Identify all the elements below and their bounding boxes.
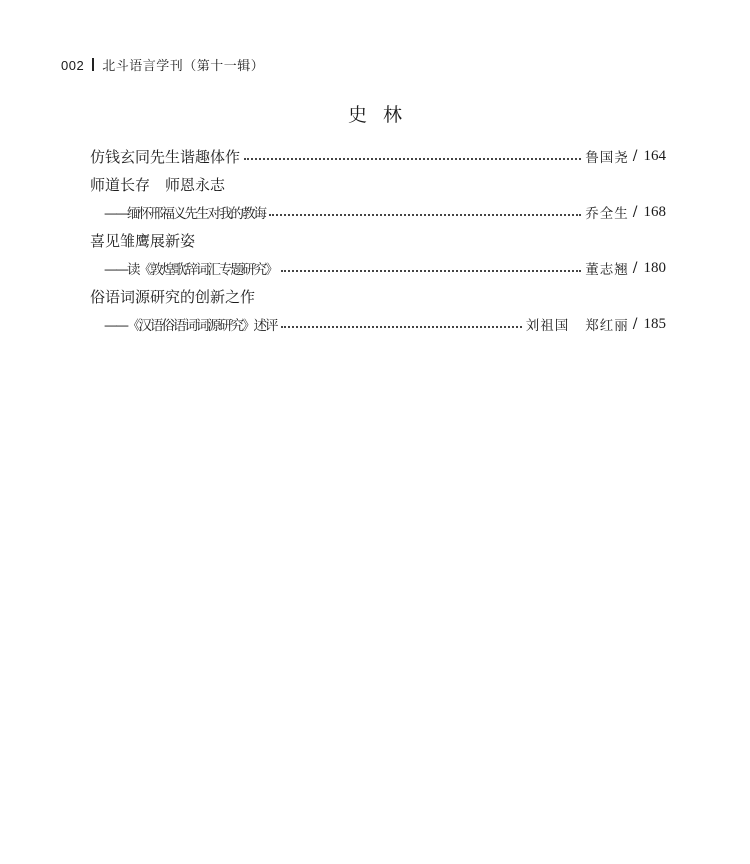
page-separator: / (632, 204, 638, 220)
toc-entry-author: 鲁国尧 (585, 150, 629, 166)
header-divider (92, 58, 94, 71)
dot-leader (281, 325, 522, 328)
toc-entry-subtitle: ——读《敦煌歌辞词汇专题研究》 (104, 262, 277, 278)
toc-entry-page: 185 (643, 315, 666, 332)
toc-entry-author: 郑红丽 (585, 318, 629, 334)
dot-leader (281, 269, 582, 272)
toc-entry-title-row[interactable] (90, 226, 666, 254)
header-journal-title: 北斗语言学刊（第十一辑） (102, 59, 265, 74)
page-separator: / (632, 148, 638, 164)
toc-entry-page: 180 (643, 259, 666, 276)
toc-entry[interactable] (90, 142, 666, 170)
page-separator: / (632, 260, 638, 276)
toc-entry-subtitle: ——缅怀邢福义先生对我的教诲 (104, 206, 265, 222)
page-separator: / (632, 316, 638, 332)
toc-entry-title: 师道长存 师恩永志 (90, 175, 226, 194)
toc-entry-subtitle: ——《汉语俗语词词源研究》述评 (104, 318, 277, 334)
header-page-number: 002 (61, 58, 85, 73)
toc-entry-author: 董志翘 (585, 262, 629, 278)
toc-entry-author: 刘祖国 (525, 318, 570, 334)
section-title (0, 100, 750, 127)
toc-entry-title-row[interactable] (90, 170, 666, 198)
toc-entry[interactable] (90, 198, 666, 226)
toc-entry-page: 164 (643, 147, 666, 164)
toc-entry-title: 喜见雏鹰展新姿 (90, 231, 196, 250)
toc-entry[interactable] (90, 254, 666, 282)
toc-entry-authors (526, 314, 629, 334)
dot-leader (244, 157, 581, 160)
toc-entry-author: 乔全生 (585, 206, 629, 222)
toc-entry-title: 俗语词源研究的创新之作 (90, 287, 256, 306)
dot-leader (269, 213, 581, 216)
section-title-char-2: 林 (383, 104, 403, 126)
running-header (61, 55, 264, 73)
section-title-char-1: 史 (347, 104, 367, 126)
toc-entry-title: 仿钱玄同先生谐趣体作 (90, 147, 241, 166)
table-of-contents (90, 142, 666, 338)
toc-entry-title-row[interactable] (90, 282, 666, 310)
toc-entry-page: 168 (643, 203, 666, 220)
toc-entry[interactable] (90, 310, 666, 338)
